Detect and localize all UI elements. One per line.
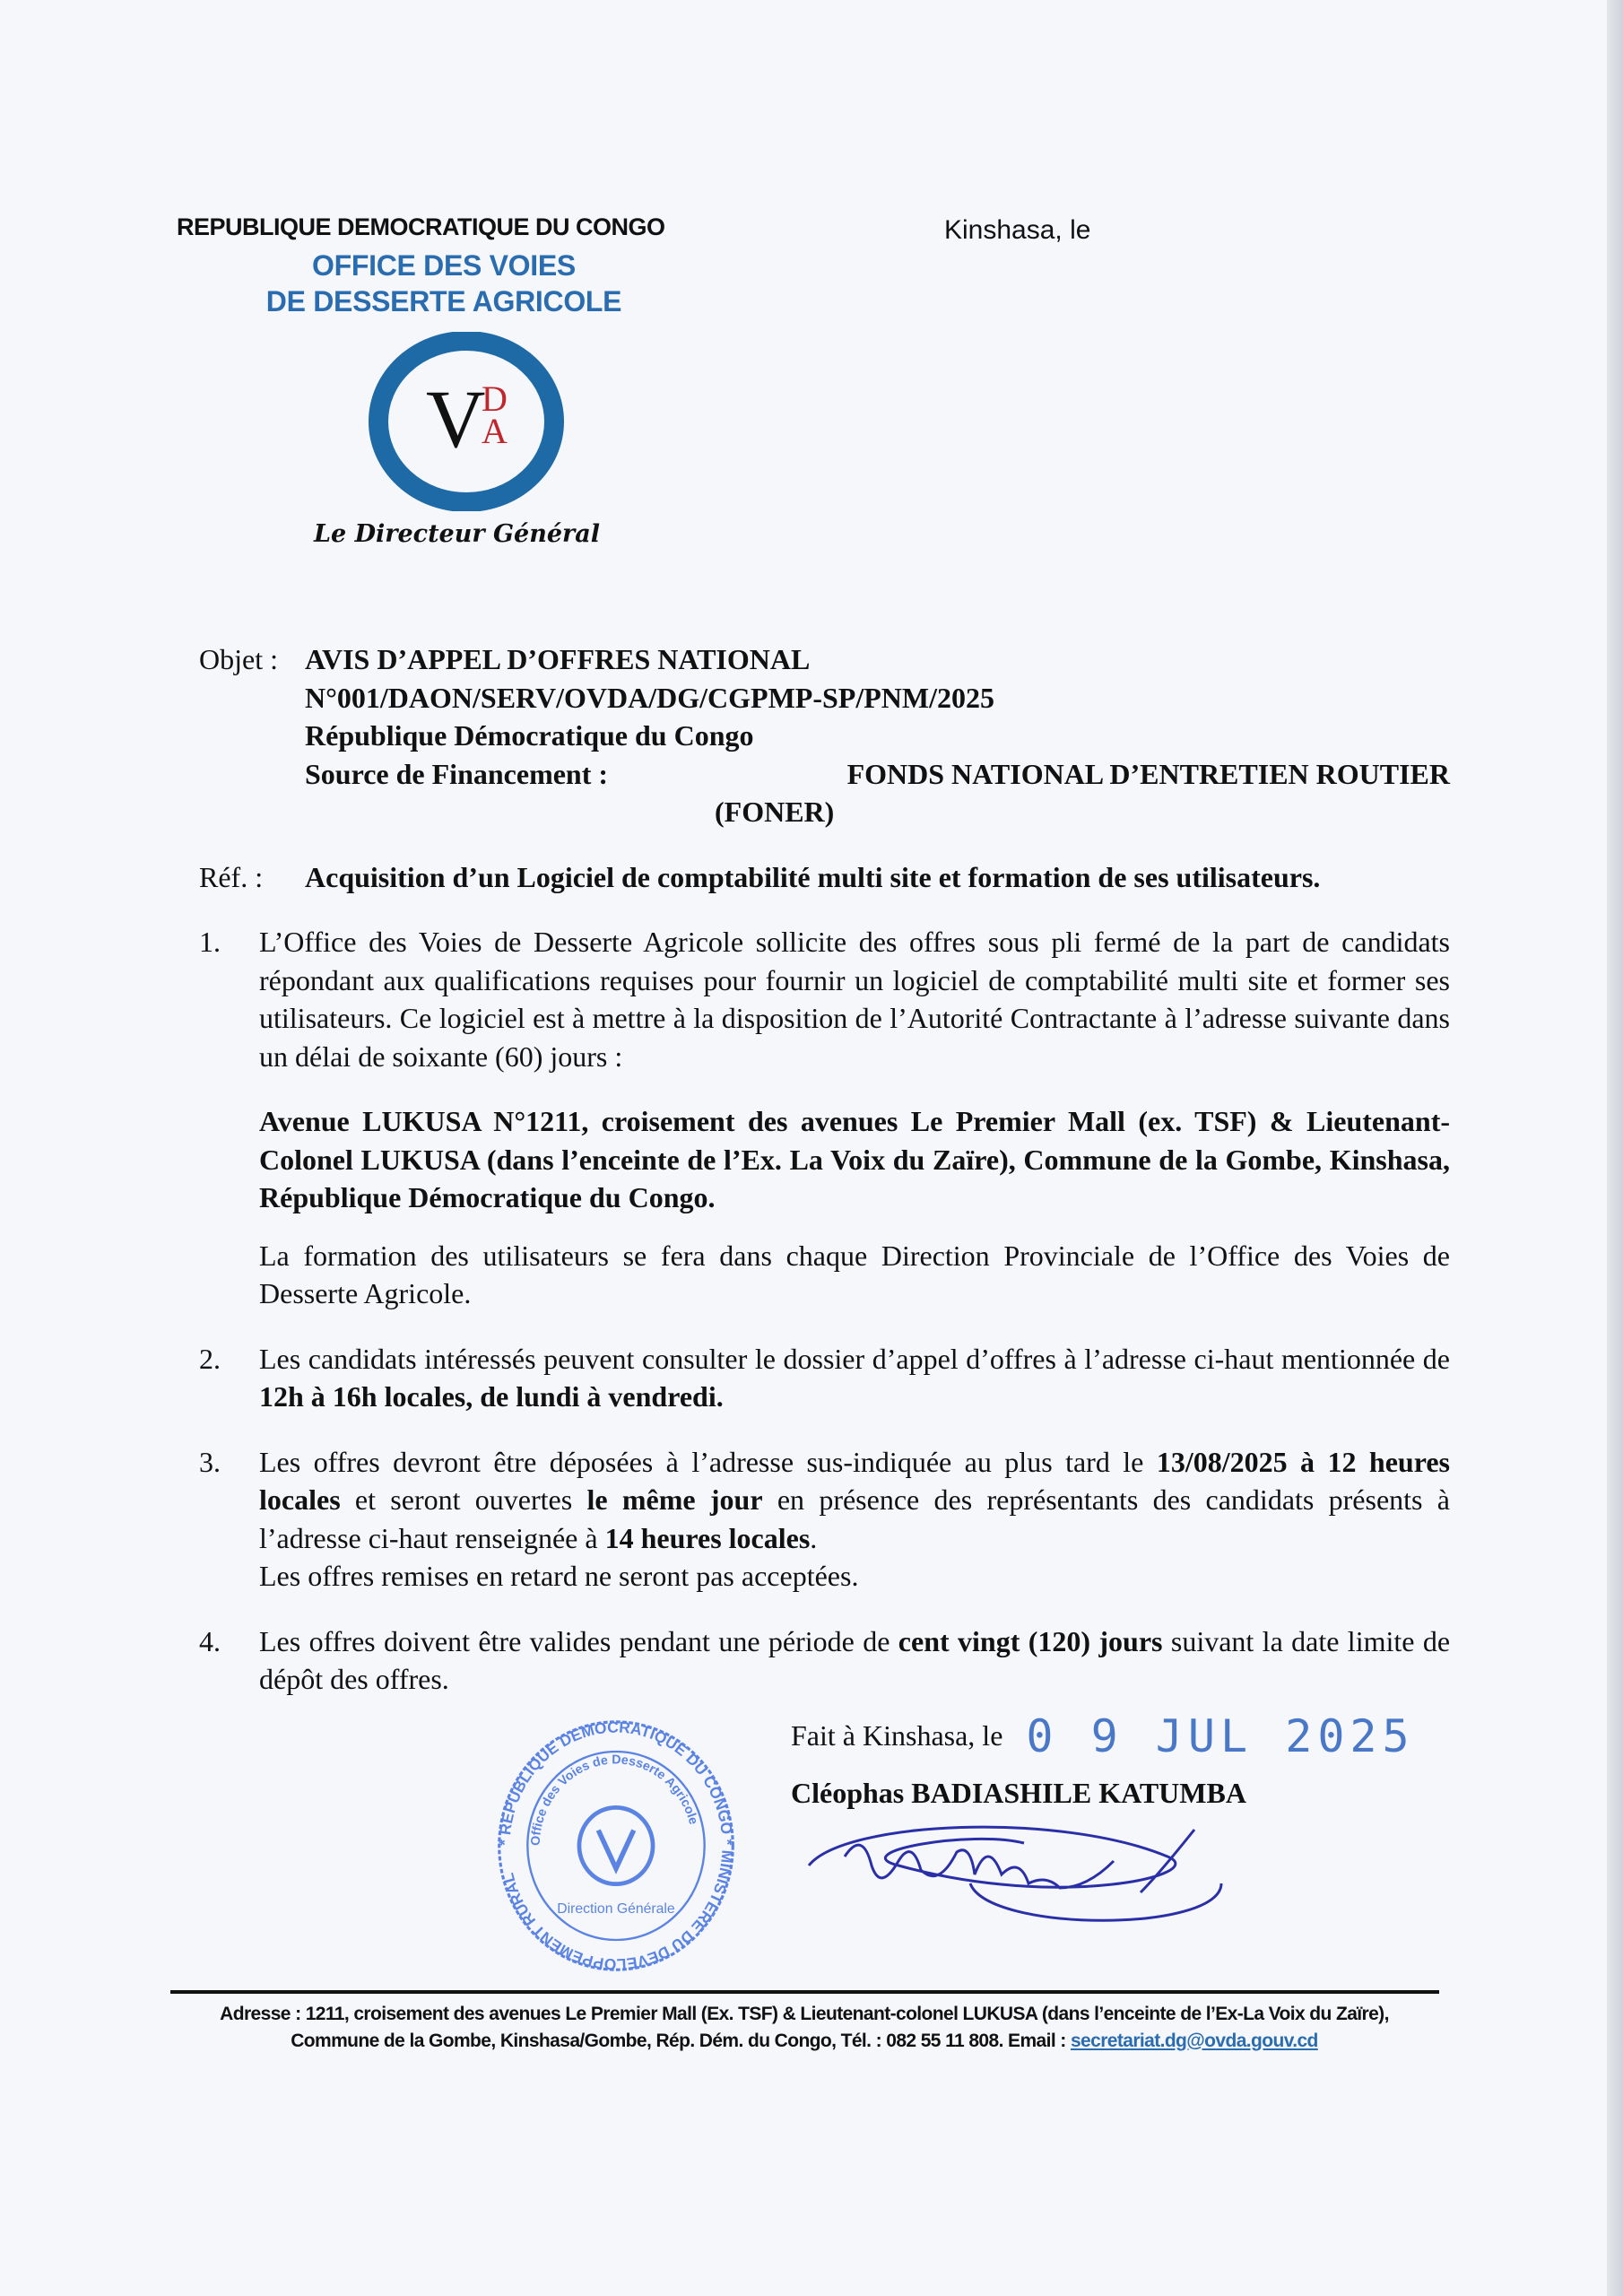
- item-3-same-day: le même jour: [586, 1483, 763, 1516]
- item-2-hours: 12h à 16h locales, de lundi à vendredi.: [259, 1380, 724, 1413]
- item-3-text-e: en présence des représentants des candidats présents à l’adresse ci-haut renseignée à: [259, 1483, 1451, 1554]
- item-1-body: [259, 923, 1450, 1313]
- objet-reference: N°001/DAON/SERV/OVDA/DG/CGPMP-SP/PNM/2025: [305, 681, 994, 714]
- item-4-number: 4.: [199, 1624, 221, 1657]
- funding-acronym: (FONER): [715, 796, 835, 828]
- objet-country: République Démocratique du Congo: [305, 719, 754, 752]
- handwritten-signature: [791, 1812, 1257, 1937]
- office-name-line1: OFFICE DES VOIES: [312, 249, 576, 282]
- footer-line1: Adresse : 1211, croisement des avenues Le Premier Mall (Ex. TSF) & Lieutenant-colonel LUKUSA (dans l’enceinte de l’Ex-La Voix du Zaïre),: [220, 2003, 1389, 2024]
- footer-contact: Commune de la Gombe, Kinshasa/Gombe, Rép. Dém. du Congo, Tél. : 082 55 11 808. Email :: [291, 2030, 1071, 2051]
- logo-letter-v: V: [426, 373, 486, 465]
- item-4-text-a: Les offres doivent être valides pendant une période de: [259, 1624, 898, 1657]
- stamp-center-text: Direction Générale: [557, 1900, 675, 1917]
- footer-address: [141, 2001, 1468, 2055]
- funding-value: FONDS NATIONAL D’ENTRETIEN ROUTIER: [846, 757, 1450, 790]
- item-2-number: 2.: [199, 1342, 221, 1375]
- signature-section: [199, 1711, 1450, 1985]
- item-1-number: 1.: [199, 926, 221, 958]
- objet-title: AVIS D’APPEL D’OFFRES NATIONAL: [305, 643, 811, 675]
- item-2-text-a: Les candidats intéressés peuvent consulter le dossier d’appel d’offres à l’adresse ci-haut mentionnée de: [259, 1342, 1450, 1375]
- official-stamp: [468, 1711, 764, 1980]
- ref-label: Réf. :: [199, 860, 264, 893]
- objet-label: Objet :: [199, 643, 278, 675]
- item-3-number: 3.: [199, 1445, 221, 1478]
- logo-letter-a: A: [482, 411, 508, 451]
- signature-place: Fait à Kinshasa, le: [791, 1719, 1003, 1752]
- logo-letter-d: D: [482, 378, 508, 419]
- item-3-opening-time: 14 heures locales: [604, 1521, 811, 1554]
- training-text: La formation des utilisateurs se fera dans chaque Direction Provinciale de l’Office des Voies de Desserte Agricole.: [259, 1239, 1450, 1309]
- item-3-late-notice: Les offres remises en retard ne seront pas acceptées.: [259, 1560, 859, 1592]
- place-date-header: Kinshasa, le: [944, 215, 1091, 245]
- signature-place-row: [791, 1711, 1450, 1761]
- ref-section: [199, 858, 1450, 897]
- footer-email-link[interactable]: secretariat.dg@ovda.gouv.cd: [1070, 2030, 1318, 2051]
- svg-text:Office des Voies de Desserte A: [529, 1752, 701, 1846]
- signatory-name: Cléophas BADIASHILE KATUMBA: [791, 1776, 1246, 1809]
- item-3: [199, 1443, 1450, 1596]
- ovda-logo: [363, 332, 569, 511]
- item-3-text-g: .: [810, 1521, 818, 1554]
- objet-funding: [305, 755, 1450, 794]
- page-edge-shadow: [1607, 0, 1623, 2296]
- ref-text: Acquisition d’un Logiciel de comptabilité multi site et formation de ses utilisateurs.: [305, 860, 1321, 893]
- stamp-outer-text: * REPUBLIQUE DEMOCRATIQUE DU CONGO * MINISTERE DU DEVELOPPEMENT RURAL: [495, 1718, 737, 1973]
- item-4: [199, 1622, 1450, 1699]
- item-1: [199, 923, 1450, 1313]
- stamp-logo-v: [598, 1830, 633, 1868]
- office-name-line2: DE DESSERTE AGRICOLE: [265, 285, 622, 317]
- objet-section: [199, 640, 1450, 831]
- letter-body: [199, 640, 1450, 2055]
- footer-line2: [141, 2028, 1468, 2055]
- item-3-text-a: Les offres devront être déposées à l’adresse sus-indiquée au plus tard le: [259, 1445, 1157, 1478]
- item-4-validity: cent vingt (120) jours: [898, 1624, 1163, 1657]
- delivery-address: Avenue LUKUSA N°1211, croisement des avenues Le Premier Mall (ex. TSF) & Lieutenant-Colonel LUKUSA (dans l’enceinte de l’Ex. La Voix du Zaïre), Commune de la Gombe, Kinshasa, République Démocratique du Congo.: [259, 1105, 1450, 1213]
- country-heading: REPUBLIQUE DEMOCRATIQUE DU CONGO: [177, 213, 665, 240]
- item-1-text: L’Office des Voies de Desserte Agricole sollicite des offres sous pli fermé de la part de candidats répondant aux qualifications requises pour fournir un logiciel de comptabilité multi site et former ses utilisateurs. Ce logiciel est à mettre à la disposition de l’Autorité Contractante à l’adresse suivante dans un délai de soixante (60) jours :: [259, 926, 1450, 1073]
- item-3-deadline: 13/08/2025 à 12 heures locales: [259, 1445, 1451, 1516]
- date-stamp: 0 9 JUL 2025: [1026, 1709, 1415, 1762]
- objet-block: [305, 640, 1450, 831]
- office-name: [242, 248, 646, 319]
- funding-label: Source de Financement :: [305, 757, 609, 790]
- item-2: [199, 1340, 1450, 1416]
- item-3-text-c: et seront ouvertes: [340, 1483, 587, 1516]
- item-3-text: [259, 1443, 1450, 1596]
- director-general-title: Le Directeur Général: [314, 520, 601, 548]
- item-2-text: [259, 1340, 1450, 1416]
- signature-column: [764, 1711, 1450, 1985]
- item-4-text: [259, 1622, 1450, 1699]
- stamp-inner-text: Office des Voies de Desserte Agricole: [528, 1752, 701, 1846]
- item-4-text-c: suivant la date limite de dépôt des offres.: [259, 1624, 1451, 1695]
- footer-divider: [170, 1990, 1439, 1994]
- stamp-box: [468, 1711, 764, 1985]
